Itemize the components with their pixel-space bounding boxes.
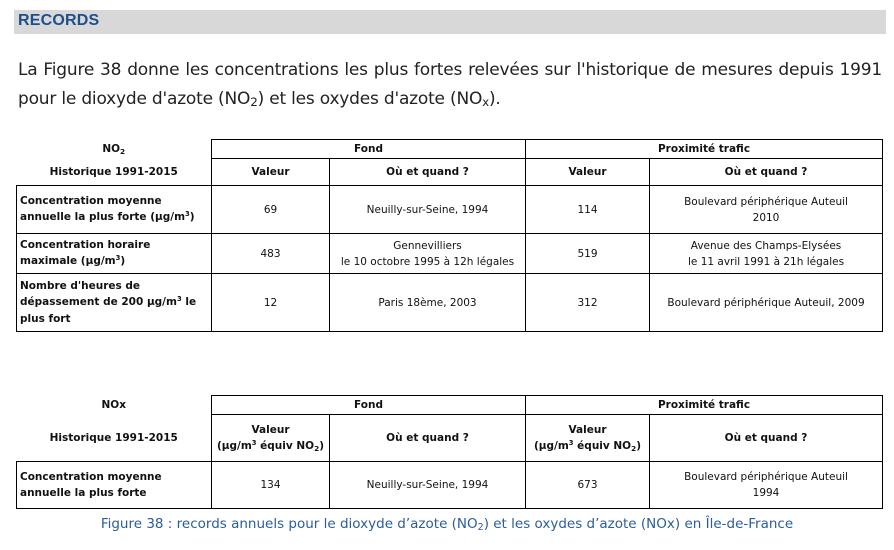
fond-where: Gennevilliers le 10 octobre 1995 à 12h légales: [330, 234, 526, 274]
nox-group-trafic: Proximité trafic: [526, 396, 883, 415]
row-label: Concentration horaire maximale $(\mu g/m^3)$: [17, 234, 212, 274]
fond-value: 69: [212, 186, 330, 234]
no2-period-header: Historique 1991-2015: [17, 159, 212, 186]
no2-col-fond-valeur: Valeur: [212, 159, 330, 186]
section-title: RECORDS: [18, 12, 100, 29]
row-label: Concentration moyenne annuelle la plus forte: [17, 462, 212, 509]
no2-col-trafic-valeur: Valeur: [526, 159, 650, 186]
nox-period-header: Historique 1991-2015: [17, 415, 212, 462]
trafic-value: 114: [526, 186, 650, 234]
no2-pollutant-header: $NO_2$: [102, 142, 126, 156]
no2-group-fond: Fond: [212, 140, 526, 159]
nox-group-fond: Fond: [212, 396, 526, 415]
nox-pollutant-header: NOx: [101, 399, 126, 411]
no2-col-trafic-ou-quand: Où et quand ?: [650, 159, 883, 186]
table-row: [17, 462, 883, 509]
trafic-value: 519: [526, 234, 650, 274]
no2-col-fond-ou-quand: Où et quand ?: [330, 159, 526, 186]
table-row: [17, 234, 883, 274]
nox-col-trafic-valeur: Valeur ($\mu g/m^3$ équiv $NO_2$): [526, 415, 650, 462]
table-row: [17, 186, 883, 234]
no2-group-trafic: Proximité trafic: [526, 140, 883, 159]
trafic-where: Boulevard périphérique Auteuil, 2009: [650, 274, 883, 332]
trafic-where: Boulevard périphérique Auteuil 2010: [650, 186, 883, 234]
trafic-where: Avenue des Champs-Elysées le 11 avril 1991 à 21h légales: [650, 234, 883, 274]
nox-col-fond-valeur: Valeur ($\mu g/m^3$ équiv $NO_2$): [212, 415, 330, 462]
fond-value: 12: [212, 274, 330, 332]
row-label: Nombre d'heures de dépassement de 200 $\mu g/m^3$ le plus fort: [17, 274, 212, 332]
trafic-where: Boulevard périphérique Auteuil 1994: [650, 462, 883, 509]
nox-col-trafic-ou-quand: Où et quand ?: [650, 415, 883, 462]
figure-caption: Figure 38 : records annuels pour le dioxyde d’azote $(NO_2)$ et les oxydes d’azote (NOx) en Île-de-France: [100, 516, 794, 533]
fond-where: Neuilly-sur-Seine, 1994: [330, 186, 526, 234]
intro-paragraph: La Figure 38 donne les concentrations les plus fortes relevées sur l'historique de mesures depuis 1991 pour le dioxyde d'azote $(NO_2)$ et les oxydes d'azote $(NO_x)$.: [18, 60, 882, 109]
fond-value: 483: [212, 234, 330, 274]
section-header-bar: [14, 10, 886, 34]
trafic-value: 673: [526, 462, 650, 509]
nox-records-table: [16, 395, 883, 509]
table-row: [17, 274, 883, 332]
fond-value: 134: [212, 462, 330, 509]
row-label: Concentration moyenne annuelle la plus forte $(\mu g/m^3)$: [17, 186, 212, 234]
trafic-value: 312: [526, 274, 650, 332]
no2-records-table: [16, 139, 883, 332]
fond-where: Paris 18ème, 2003: [330, 274, 526, 332]
fond-where: Neuilly-sur-Seine, 1994: [330, 462, 526, 509]
nox-col-fond-ou-quand: Où et quand ?: [330, 415, 526, 462]
